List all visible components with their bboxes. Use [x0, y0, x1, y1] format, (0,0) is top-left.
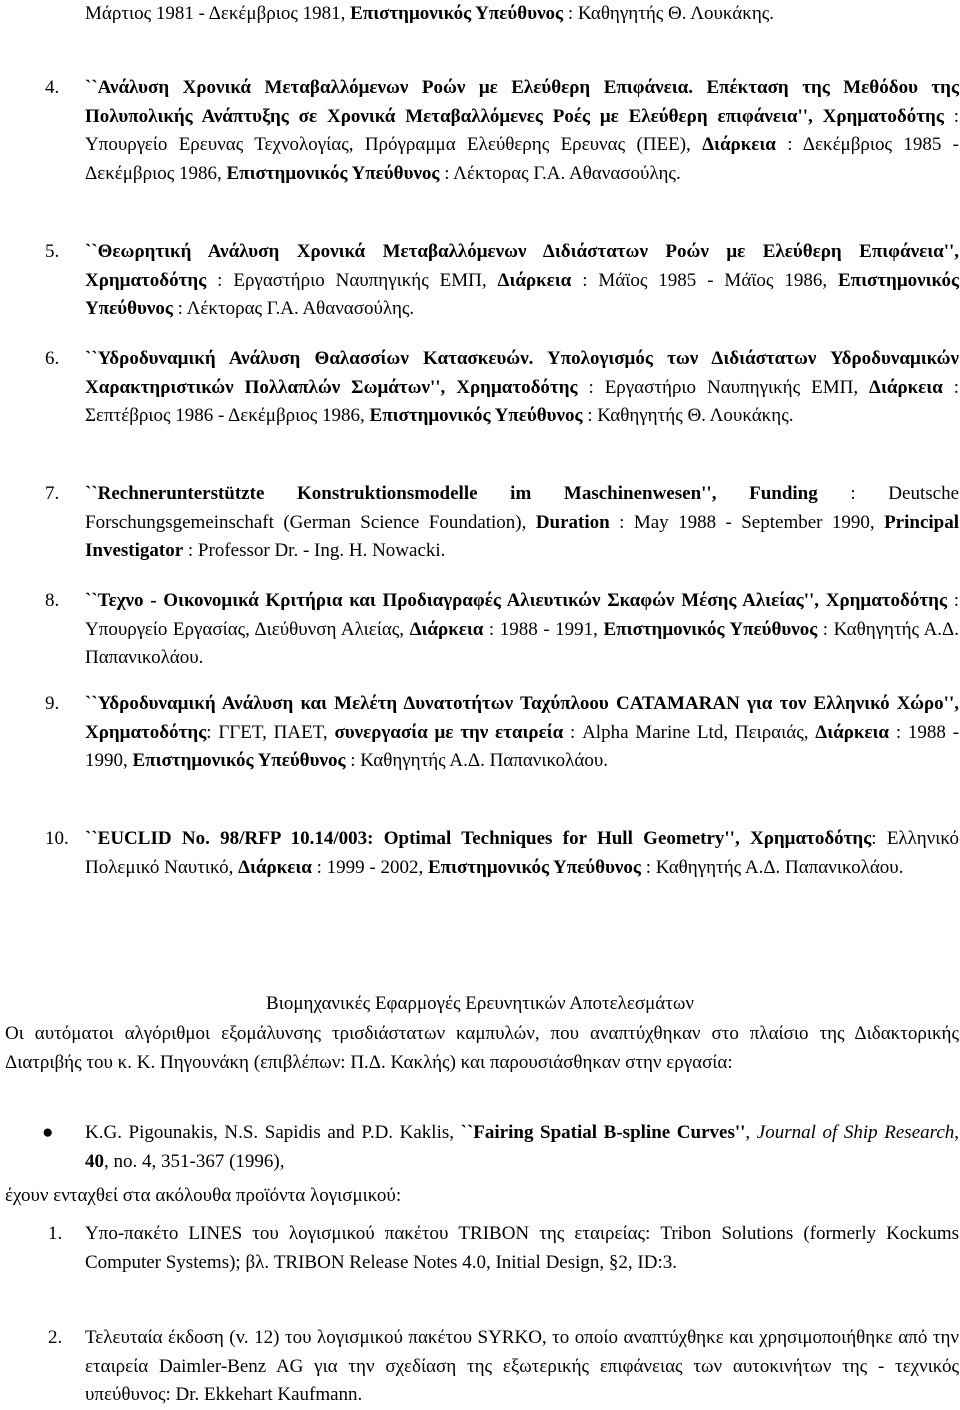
- item-number: 2.: [48, 1327, 63, 1348]
- text-segment: : 1999 - 2002,: [311, 856, 428, 878]
- bullet-icon: ●: [42, 1122, 54, 1143]
- section-intro: Οι αυτόματοι αλγόριθμοι εξομάλυνσης τρισδιάστατων καμπυλών, που αναπτύχθηκαν στο πλαίσιο της Διδακτορικής Διατριβής του κ. Κ. Πηγουνάκη (επιβλέπων: Π.Δ. Κακλής) και παρουσιάσθηκαν στην εργασία:: [5, 1023, 959, 1073]
- project-item-7: [45, 480, 960, 566]
- bold-segment: Επιστημονικός Υπεύθυνος: [226, 162, 440, 184]
- text-segment: : Σεπτέβριος 1986 - Δεκέμβριος 1986,: [85, 376, 960, 426]
- bold-segment: ``Rechnerunterstützte Konstruktionsmodelle im Maschinenwesen'', Funding: [85, 483, 818, 504]
- reference-volume: 40: [85, 1150, 104, 1172]
- bold-segment: Principal Investigator: [85, 511, 960, 561]
- bold-segment: ``Θεωρητική Ανάλυση Χρονικά Μεταβαλλόμενων Διδιάστατων Ροών με Ελεύθερη Επιφάνεια'', Χρηματοδότης: [85, 241, 959, 291]
- project-item-9: [45, 690, 960, 776]
- bold-segment: Διάρκεια: [409, 618, 484, 640]
- item-body: [85, 587, 959, 673]
- text-segment: : Εργαστήριο Ναυπηγικής ΕΜΠ,: [206, 269, 498, 291]
- bold-segment: ``Ανάλυση Χρονικά Μεταβαλλόμενων Ροών με Ελεύθερη Επιφάνεια. Επέκταση της Μεθόδου της Πολυπολικής Ανάπτυξης σε Χρονικά Μεταβαλλόμενες Ροές με Ελεύθερη επιφάνεια'', Χρηματοδότης: [85, 77, 959, 127]
- product-text: Τελευταία έκδοση (v. 12) του λογισμικού πακέτου SYRKO, το οποίο αναπτύχθηκε και χρησιμοποιήθηκε από την εταιρεία Daimler-Benz AG για την σχεδίαση της εξωτερικής επιφάνειας των αυτοκινήτων της - τεχνικός υπεύθυνος: Dr. Ekkehart Kaufmann.: [85, 1327, 959, 1405]
- text-segment: : Υπουργείο Εργασίας, Διεύθυνση Αλιείας,: [85, 590, 959, 640]
- text-segment: : Λέκτορας Γ.Α. Αθανασούλης.: [439, 162, 681, 184]
- product-item-1: [48, 1220, 959, 1277]
- text-segment: : 1988 - 1991,: [483, 618, 604, 640]
- text-segment: : Υπουργείο Ερευνας Τεχνολογίας, Πρόγραμμα Ελεύθερης Ερευνας (ΠΕΕ),: [85, 105, 960, 155]
- project-continuation: Μάρτιος 1981 - Δεκέμβριος 1981, Επιστημονικός Υπεύθυνος : Καθηγητής Θ. Λουκάκης.: [85, 3, 775, 24]
- text-segment: : Deutsche Forschungsgemeinschaft (German Science Foundation),: [85, 483, 959, 533]
- bold-segment: Διάρκεια: [238, 856, 312, 878]
- product-text: Υπο-πακέτο LINES του λογισμικού πακέτου TRIBON της εταιρείας: Tribon Solutions (formerly Kockums Computer Systems); βλ. TRIBON Release Notes 4.0, Initial Design, §2, ID:3.: [85, 1223, 959, 1273]
- project-item-4: [45, 74, 960, 188]
- project-item-6: [45, 345, 960, 431]
- item-body: [85, 690, 959, 776]
- text-segment: : Καθηγητής Α.Δ. Παπανικολάου.: [85, 618, 960, 668]
- text-segment: : Alpha Marine Ltd, Πειραιάς,: [563, 721, 816, 743]
- text-segment: : ΓΓΕΤ, ΠΑΕΤ,: [206, 721, 335, 743]
- section-heading: Βιομηχανικές Εφαρμογές Ερευνητικών Αποτελεσμάτων: [266, 993, 694, 1014]
- bold-segment: Διάρκεια: [869, 376, 943, 398]
- reference-item: ● K.G. Pigounakis, N.S. Sapidis and P.D. Kaklis, ``Fairing Spatial B-spline Curves'', Journal of Ship Research, 40, no. 4, 351-367 (1996),: [85, 1119, 959, 1176]
- bold-segment: Duration: [535, 511, 610, 533]
- text-segment: : Λέκτορας Γ.Α. Αθανασούλης.: [172, 298, 415, 319]
- bold-segment: Επιστημονικός Υπεύθυνος: [132, 750, 346, 771]
- text-segment: : 1988 - 1990,: [85, 721, 960, 771]
- text-segment: : Καθηγητής Θ. Λουκάκης.: [582, 405, 794, 426]
- item-number: 1.: [48, 1223, 63, 1244]
- reference-authors: K.G. Pigounakis, N.S. Sapidis and P.D. Kaklis,: [85, 1122, 461, 1143]
- item-number: 4.: [45, 77, 60, 98]
- text-segment: : Ελληνικό Πολεμικό Ναυτικό,: [85, 828, 959, 878]
- project-item-10: [45, 825, 959, 882]
- text-segment: : May 1988 - September 1990,: [609, 511, 885, 533]
- project-item-5: [45, 238, 960, 324]
- item-number: 6.: [45, 348, 60, 369]
- item-number: 10.: [45, 828, 69, 849]
- item-body: [85, 238, 959, 324]
- item-number: 7.: [45, 483, 60, 504]
- item-number: 5.: [45, 241, 60, 262]
- text-segment: : Δεκέμβριος 1985 - Δεκέμβριος 1986,: [85, 134, 960, 184]
- text-segment: : Εργαστήριο Ναυπηγικής ΕΜΠ,: [577, 376, 870, 398]
- item-body: [85, 345, 959, 431]
- bold-segment: ``Τεχνο - Οικονομικά Κριτήρια και Προδιαγραφές Αλιευτικών Σκαφών Μέσης Αλιείας'', Χρηματοδότης: [85, 590, 947, 611]
- bold-segment: Διάρκεια: [815, 721, 890, 743]
- bold-segment: συνεργασία με την εταιρεία: [334, 721, 564, 743]
- bold-segment: ``Υδροδυναμική Ανάλυση και Μελέτη Δυνατοτήτων Ταχύπλοου CATAMARAN για τον Ελληνικό Χώρο'', Χρηματοδότης: [85, 693, 959, 743]
- text-segment: : Καθηγητής Α.Δ. Παπανικολάου.: [345, 750, 608, 771]
- reference-details: , no. 4, 351-367 (1996),: [104, 1150, 285, 1172]
- text-segment: : Professor Dr. - Ing. H. Nowacki.: [183, 540, 446, 561]
- bold-segment: Επιστημονικός Υπεύθυνος: [427, 856, 641, 878]
- section-followup: έχουν ενταχθεί στα ακόλουθα προϊόντα λογισμικού:: [5, 1185, 402, 1206]
- item-number: 9.: [45, 693, 60, 714]
- product-item-2: [48, 1324, 959, 1410]
- bold-segment: ``EUCLID No. 98/RFP 10.14/003: Optimal Techniques for Hull Geometry'', Χρηματοδότης: [85, 828, 872, 849]
- text-segment: : Καθηγητής Α.Δ. Παπανικολάου.: [640, 856, 904, 878]
- bold-segment: Επιστημονικός Υπεύθυνος: [369, 405, 583, 426]
- text-segment: : Μάϊος 1985 - Μάϊος 1986,: [571, 269, 838, 291]
- item-body: [85, 825, 959, 882]
- bold-segment: Επιστημονικός Υπεύθυνος: [85, 269, 960, 319]
- project-item-8: [45, 587, 960, 673]
- bold-segment: Επιστημονικός Υπεύθυνος: [603, 618, 818, 640]
- item-body: [85, 480, 959, 566]
- item-number: 8.: [45, 590, 60, 611]
- bold-segment: ``Υδροδυναμική Ανάλυση Θαλασσίων Κατασκευών. Υπολογισμός των Διδιάστατων Υδροδυναμικών Χαρακτηριστικών Πολλαπλών Σωμάτων'', Χρηματοδότης: [85, 348, 959, 398]
- item-body: [85, 74, 959, 188]
- bold-segment: Διάρκεια: [497, 269, 572, 291]
- reference-journal: Journal of Ship Research: [756, 1122, 955, 1143]
- bold-segment: Διάρκεια: [702, 134, 776, 155]
- reference-title: ``Fairing Spatial B-spline Curves'': [460, 1122, 746, 1143]
